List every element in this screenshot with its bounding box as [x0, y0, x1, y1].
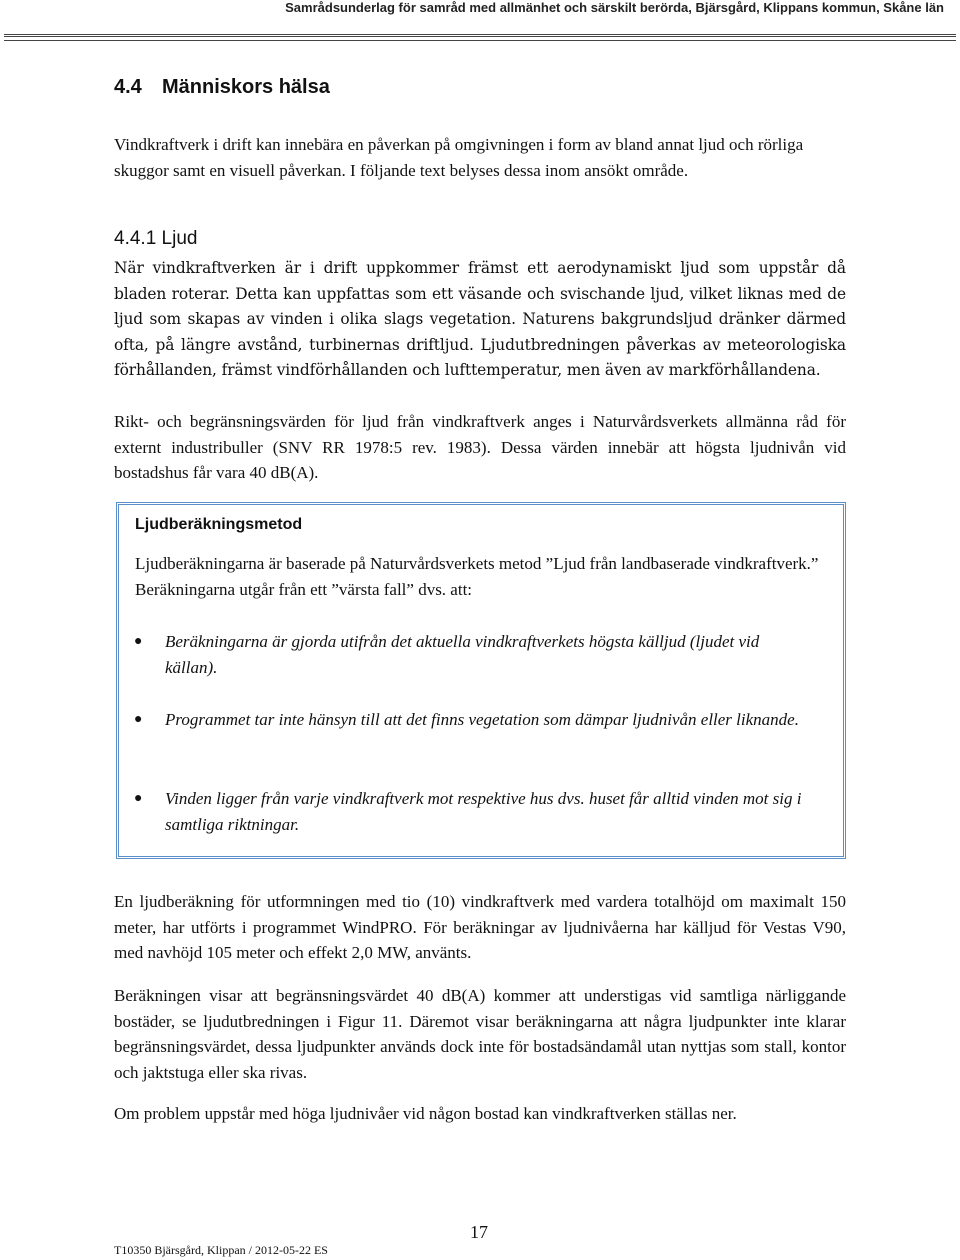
footer-reference: T10350 Bjärsgård, Klippan / 2012-05-22 ES: [114, 1243, 328, 1257]
ljud-paragraph-1: När vindkraftverken är i drift uppkommer främst ett aerodynamiskt ljud som uppstår då bladen roterar. Detta kan uppfattas som ett väsande och svischande ljud, vilket liknas med de ljud som skapas av vinden i olika slags vegetation. Naturens bakgrundsljud dränker därmed ofta, på längre avstånd, turbinernas driftljud. Ljudutbredningen påverkas av meteorologiska förhållanden, främst vindförhållanden och lufttemperatur, men även av markförhållandena.: [114, 259, 846, 379]
header-rule: [4, 34, 956, 41]
method-box-text: Ljudberäkningarna är baserade på Naturvårdsverkets metod ”Ljud från landbaserade vindkraftverk.” Beräkningarna utgår från ett ”värsta fall” dvs. att:: [135, 554, 819, 599]
method-bullet-2: [134, 707, 815, 733]
subsection-heading: [114, 228, 197, 250]
bullet-dot-icon: ●: [134, 634, 143, 649]
body-paragraph-5: Om problem uppstår med höga ljudnivåer vid någon bostad kan vindkraftverken ställas ner.: [114, 1104, 737, 1123]
subsection-title: Ljud: [161, 228, 198, 249]
method-bullet-1-text: Beräkningarna är gjorda utifrån det aktuella vindkraftverkets högsta källjud (ljudet vid källan).: [165, 632, 760, 677]
section-intro: Vindkraftverk i drift kan innebära en påverkan på omgivningen i form av bland annat ljud och rörliga skuggor samt en visuell påverkan. I följande text belyses dessa inom ansökt område.: [114, 135, 804, 180]
subsection-number: 4.4.1: [114, 228, 157, 249]
page-header: [0, 0, 960, 40]
method-bullet-3: [134, 786, 815, 837]
page-number: 17: [470, 1222, 488, 1242]
section-heading: [114, 76, 330, 99]
section-title: Människors hälsa: [162, 76, 330, 98]
ljud-paragraph-2: Rikt- och begränsningsvärden för ljud från vindkraftverk anges i Naturvårdsverkets allmänna råd för externt industribuller (SNV RR 1978:5 rev. 1983). Dessa värden innebär att högsta ljudnivån vid bostadshus får vara 40 dB(A).: [114, 412, 846, 482]
body-paragraph-3: En ljudberäkning för utformningen med tio (10) vindkraftverk med vardera totalhöjd om maximalt 150 meter, har utförts i programmet WindPRO. För beräkningar av ljudnivåerna har källjud för Vestas V90, med navhöjd 105 meter och effekt 2,0 MW, använts.: [114, 892, 846, 962]
bullet-dot-icon: ●: [134, 712, 143, 727]
method-bullet-1: [134, 629, 815, 680]
bullet-dot-icon: ●: [134, 791, 143, 806]
method-bullet-3-text: Vinden ligger från varje vindkraftverk mot respektive hus dvs. huset får alltid vinden mot sig i samtliga riktningar.: [165, 789, 802, 834]
header-title: Samrådsunderlag för samråd med allmänhet och särskilt berörda, Bjärsgård, Klippans kommun, Skåne län: [285, 0, 944, 15]
method-box-title: Ljudberäkningsmetod: [135, 516, 303, 533]
method-bullet-2-text: Programmet tar inte hänsyn till att det finns vegetation som dämpar ljudnivån eller liknande.: [165, 710, 799, 729]
body-paragraph-4: Beräkningen visar att begränsningsvärdet 40 dB(A) kommer att understigas vid samtliga närliggande bostäder, se ljudutbredningen i Figur 11. Däremot visar beräkningarna att några ljudpunkter inte klarar begränsningsvärdet, dessa ljudpunkter används dock inte för bostadsändamål utan nyttjas som stall, kontor och jaktstuga eller ska rivas.: [114, 986, 846, 1082]
method-box: [116, 502, 846, 859]
section-number: 4.4: [114, 76, 142, 98]
